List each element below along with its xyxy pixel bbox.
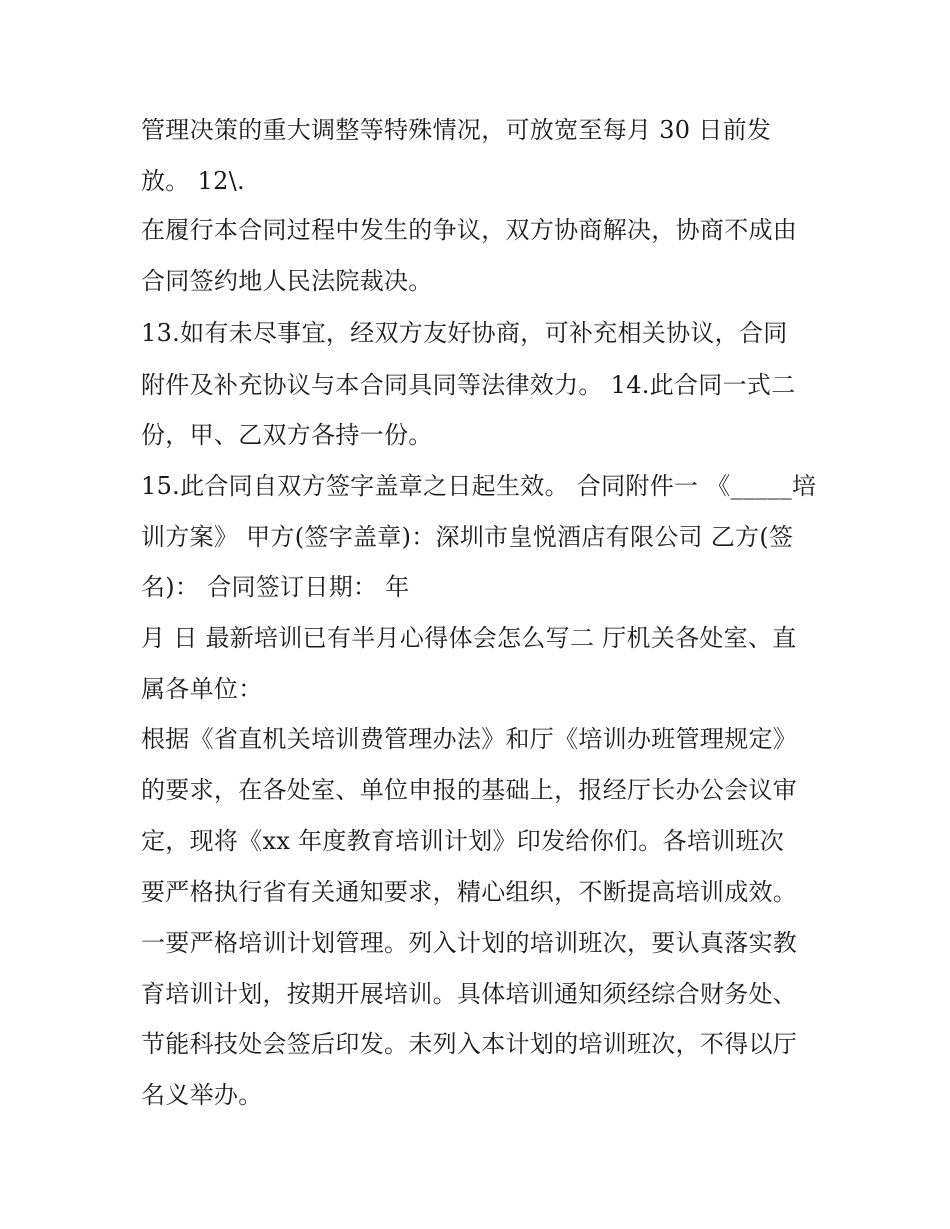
text-line: 的要求，在各处室、单位申报的基础上，报经厅长办公会议审 bbox=[141, 776, 798, 804]
text-line: 名)： 合同签订日期： 年 bbox=[141, 573, 410, 601]
text-line: 育培训计划，按期开展培训。具体培训通知须经综合财务处、 bbox=[141, 980, 798, 1008]
text-line: 15.此合同自双方签字盖章之日起生效。 合同附件一 《_____培 bbox=[141, 472, 817, 500]
text-line: 月 日 最新培训已有半月心得体会怎么写二 厅机关各处室、直 bbox=[141, 624, 797, 652]
text-line: 一要严格培训计划管理。列入计划的培训班次，要认真落实教 bbox=[141, 929, 798, 957]
text-line: 13.如有未尽事宜，经双方友好协商，可补充相关协议，合同 bbox=[141, 319, 788, 347]
text-line: 附件及补充协议与本合同具同等法律效力。 14.此合同一式二 bbox=[141, 371, 796, 399]
text-line: 节能科技处会签后印发。未列入本计划的培训班次，不得以厅 bbox=[141, 1030, 798, 1058]
text-line: 在履行本合同过程中发生的争议，双方协商解决，协商不成由 bbox=[141, 216, 798, 244]
text-line: 属各单位： bbox=[141, 675, 263, 703]
text-line: 名义举办。 bbox=[141, 1081, 263, 1109]
text-line: 管理决策的重大调整等特殊情况，可放宽至每月 30 日前发 bbox=[141, 116, 772, 144]
text-line: 根据《省直机关培训费管理办法》和厅《培训办班管理规定》 bbox=[141, 725, 798, 753]
text-line: 定，现将《xx 年度教育培训计划》印发给你们。各培训班次 bbox=[141, 827, 785, 855]
text-line: 份，甲、乙双方各持一份。 bbox=[141, 421, 433, 449]
text-line: 训方案》 甲方(签字盖章)：深圳市皇悦酒店有限公司 乙方(签 bbox=[141, 523, 794, 551]
text-line: 要严格执行省有关通知要求，精心组织，不断提高培训成效。 bbox=[141, 878, 798, 906]
text-line: 放。 12\. bbox=[141, 167, 245, 195]
text-line: 合同签约地人民法院裁决。 bbox=[141, 267, 433, 295]
